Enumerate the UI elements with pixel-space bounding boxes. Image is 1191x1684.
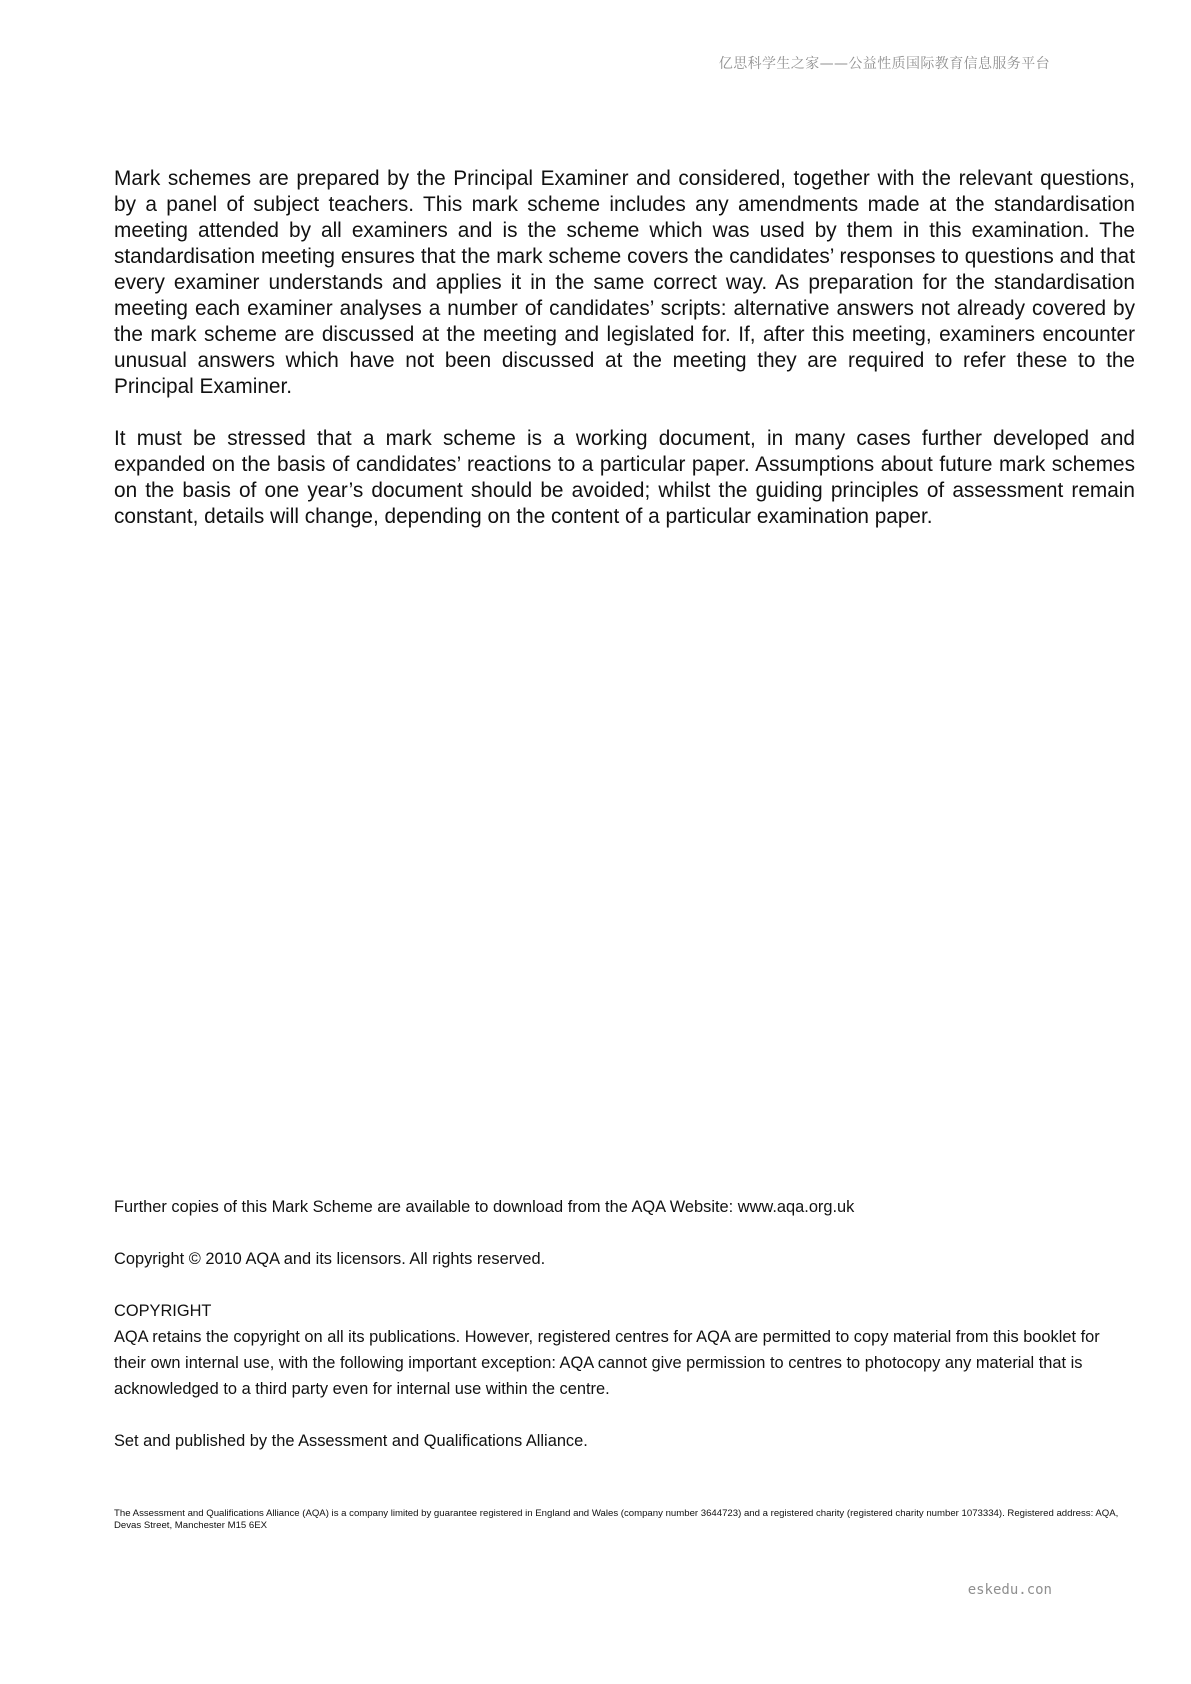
registration-fine-print: The Assessment and Qualifications Alliance (AQA) is a company limited by guarantee registered in England and Wales (company number 3644723) and a registered charity (registered charity number 1073334). Registered address: AQA, Devas Street, Manchester M15 6EX (114, 1508, 1119, 1531)
header-watermark: 亿思科学生之家——公益性质国际教育信息服务平台 (718, 56, 1050, 72)
copyright-body: AQA retains the copyright on all its publications. However, registered centres for AQA are permitted to copy material from this booklet for their own internal use, with the following important exception: AQA cannot give permission to centres to photocopy any material that is acknowledged to a third party even for internal use within the centre. (114, 1328, 1100, 1398)
footer-block (114, 1194, 1134, 1454)
copyright-heading: COPYRIGHT (114, 1302, 212, 1320)
site-watermark: eskedu.con (967, 1582, 1052, 1598)
published-by-text: Set and published by the Assessment and Qualifications Alliance. (114, 1432, 588, 1450)
mark-scheme-introduction (114, 166, 1135, 530)
body-paragraph-preparation: Mark schemes are prepared by the Principal Examiner and considered, together with the relevant questions, by a panel of subject teachers. This mark scheme includes any amendments made at the standardisation meeting attended by all examiners and is the scheme which was used by them in this examination. The standardisation meeting ensures that the mark scheme covers the candidates’ responses to questions and that every examiner understands and applies it in the same correct way. As preparation for the standardisation meeting each examiner analyses a number of candidates’ scripts: alternative answers not already covered by the mark scheme are discussed at the meeting and legislated for. If, after this meeting, examiners encounter unusual answers which have not been discussed at the meeting they are required to refer these to the Principal Examiner. (114, 167, 1135, 398)
further-copies-text: Further copies of this Mark Scheme are available to download from the AQA Website: www.aqa.org.uk (114, 1198, 855, 1216)
body-paragraph-working-document: It must be stressed that a mark scheme is a working document, in many cases further developed and expanded on the basis of candidates’ reactions to a particular paper. Assumptions about future mark schemes on the basis of one year’s document should be avoided; whilst the guiding principles of assessment remain constant, details will change, depending on the content of a particular examination paper. (114, 427, 1135, 528)
copyright-line: Copyright © 2010 AQA and its licensors. All rights reserved. (114, 1250, 546, 1268)
